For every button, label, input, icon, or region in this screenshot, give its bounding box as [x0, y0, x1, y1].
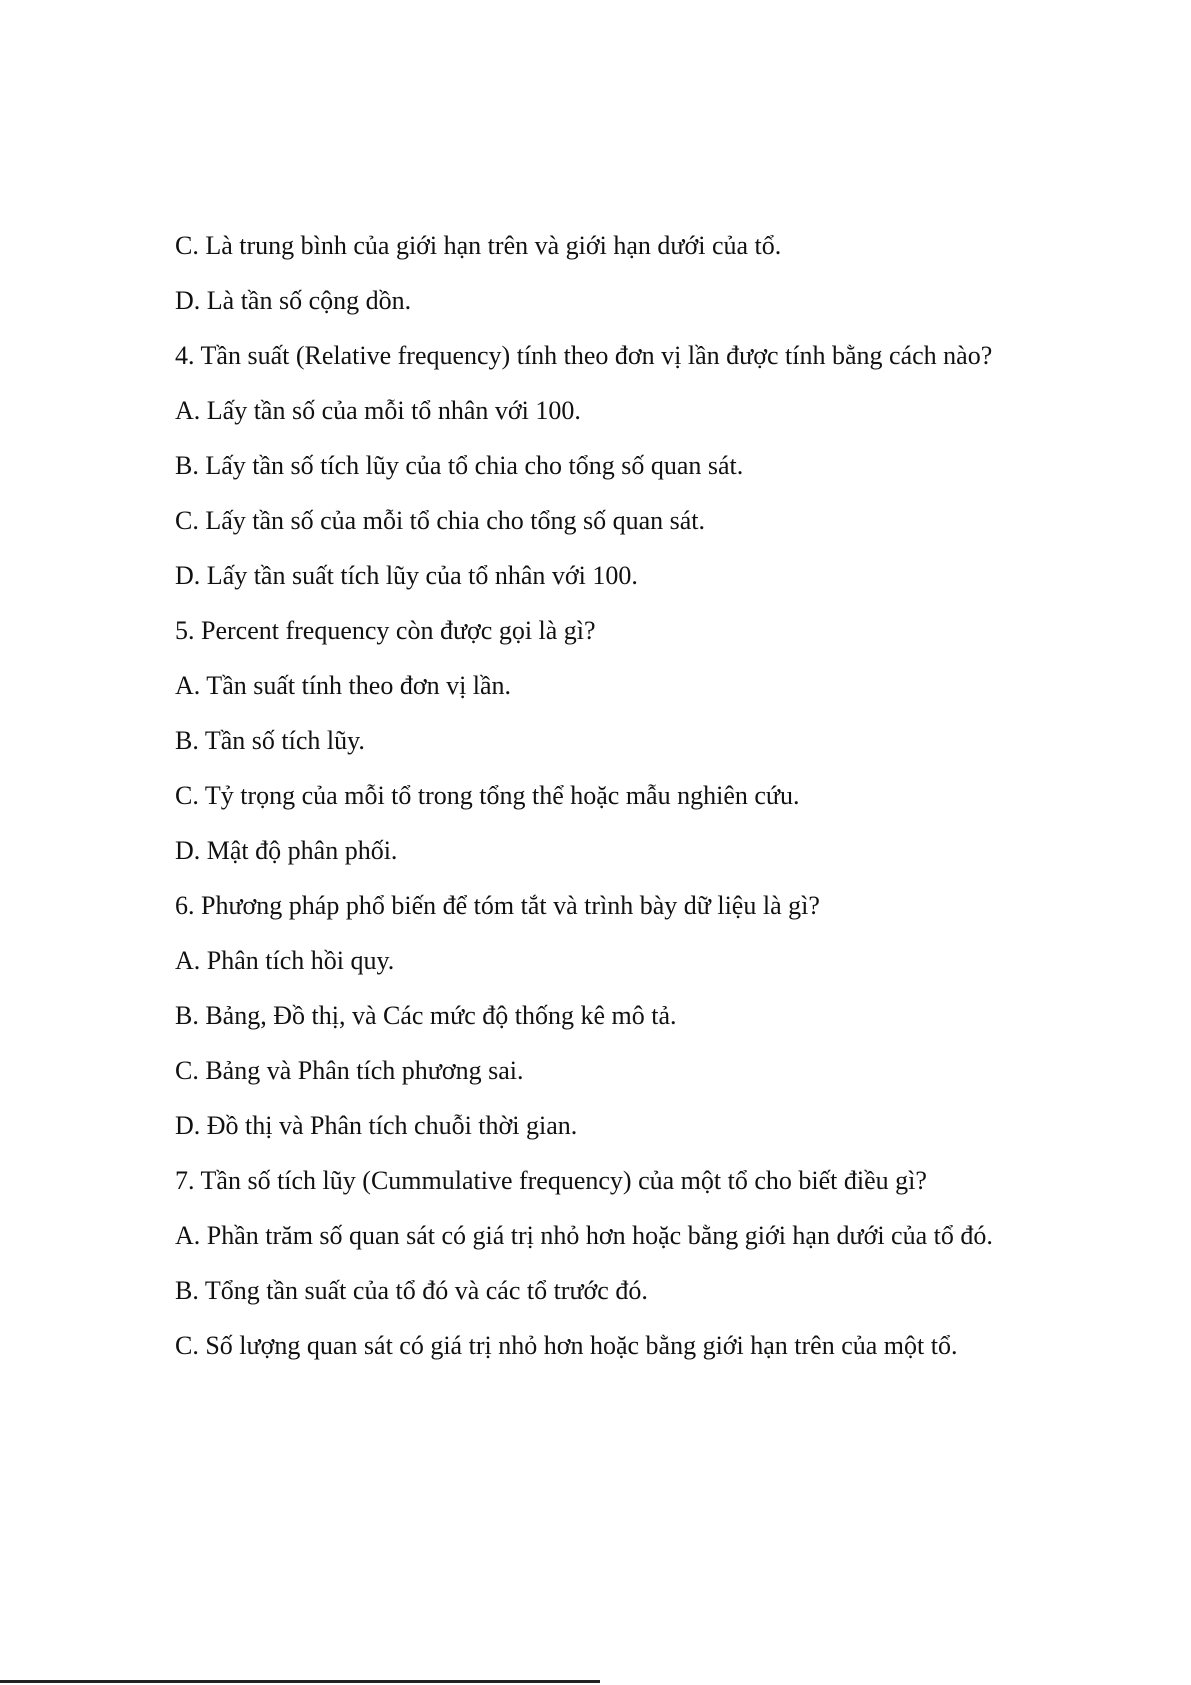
option-4d: D. Lấy tần suất tích lũy của tổ nhân với 100. — [175, 561, 638, 590]
option-5a: A. Tần suất tính theo đơn vị lần. — [175, 671, 512, 700]
option-4c: C. Lấy tần số của mỗi tổ chia cho tổng số quan sát. — [175, 506, 706, 535]
option-5d: D. Mật độ phân phối. — [175, 836, 398, 865]
option-4a: A. Lấy tần số của mỗi tổ nhân với 100. — [175, 396, 581, 425]
option-5b: B. Tần số tích lũy. — [175, 726, 365, 755]
option-5c: C. Tỷ trọng của mỗi tổ trong tổng thể hoặc mẫu nghiên cứu. — [175, 781, 800, 810]
page-bottom-divider — [0, 1680, 600, 1683]
option-6d: D. Đồ thị và Phân tích chuỗi thời gian. — [175, 1111, 578, 1140]
option-7c: C. Số lượng quan sát có giá trị nhỏ hơn hoặc bằng giới hạn trên của một tổ. — [175, 1331, 958, 1360]
option-7b: B. Tổng tần suất của tổ đó và các tổ trước đó. — [175, 1276, 648, 1305]
question-4: 4. Tần suất (Relative frequency) tính theo đơn vị lần được tính bằng cách nào? — [175, 341, 993, 370]
option-3c: C. Là trung bình của giới hạn trên và giới hạn dưới của tổ. — [175, 231, 782, 260]
option-4b: B. Lấy tần số tích lũy của tổ chia cho tổng số quan sát. — [175, 451, 744, 480]
question-6: 6. Phương pháp phổ biến để tóm tắt và trình bày dữ liệu là gì? — [175, 891, 820, 920]
option-6a: A. Phân tích hồi quy. — [175, 946, 395, 975]
question-7: 7. Tần số tích lũy (Cummulative frequency) của một tổ cho biết điều gì? — [175, 1166, 927, 1195]
option-6c: C. Bảng và Phân tích phương sai. — [175, 1056, 524, 1085]
option-7a: A. Phần trăm số quan sát có giá trị nhỏ hơn hoặc bằng giới hạn dưới của tổ đó. — [175, 1221, 993, 1250]
question-list — [175, 227, 1015, 1382]
option-6b: B. Bảng, Đồ thị, và Các mức độ thống kê mô tả. — [175, 1001, 677, 1030]
question-5: 5. Percent frequency còn được gọi là gì? — [175, 616, 596, 645]
option-3d: D. Là tần số cộng dồn. — [175, 286, 412, 315]
